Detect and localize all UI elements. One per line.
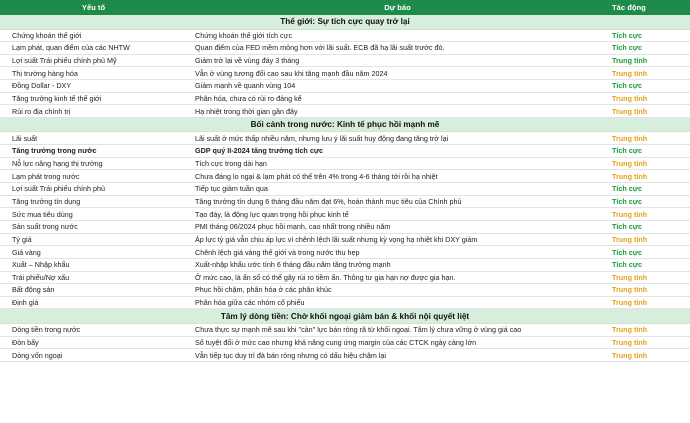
table-row	[0, 349, 690, 362]
table-row	[0, 336, 690, 349]
factor-cell: Định giá	[0, 296, 187, 309]
impact-cell: Trung tính	[608, 296, 690, 309]
forecast-cell: Áp lực tỷ giá vẫn chịu áp lực vì chênh lệch lãi suất nhưng kỳ vọng hạ nhiệt khi DXY giảm	[187, 233, 608, 246]
factor-cell: Tăng trưởng tín dụng	[0, 195, 187, 208]
impact-cell: Trung tính	[608, 271, 690, 284]
factor-cell: Dòng vốn ngoại	[0, 349, 187, 362]
impact-cell: Trung tính	[608, 54, 690, 67]
factor-cell: Bất động sản	[0, 284, 187, 297]
forecast-cell: Chưa thực sự mạnh mẽ sau khi "cản" lực bán ròng rã từ khối ngoại. Tâm lý chưa vững ở vùng giá cao	[187, 323, 608, 336]
table-row	[0, 258, 690, 271]
table-body	[0, 15, 690, 362]
impact-cell: Tích cực	[608, 258, 690, 271]
impact-cell: Trung tính	[608, 233, 690, 246]
impact-cell: Trung tính	[608, 336, 690, 349]
table-header	[0, 0, 690, 15]
factor-cell: Lạm phát, quan điểm của các NHTW	[0, 42, 187, 55]
factor-cell: Xuất – Nhập khẩu	[0, 258, 187, 271]
forecast-cell: Tích cực trong dài hạn	[187, 157, 608, 170]
impact-cell: Tích cực	[608, 29, 690, 42]
impact-cell: Trung tính	[608, 170, 690, 183]
table-row	[0, 195, 690, 208]
impact-cell: Tích cực	[608, 246, 690, 259]
forecast-cell: Vẫn tiếp tục duy trì đà bán ròng nhưng có dấu hiệu chậm lại	[187, 349, 608, 362]
factor-cell: Dòng tiền trong nước	[0, 323, 187, 336]
table-row	[0, 105, 690, 118]
factor-cell: Nỗ lực nâng hạng thị trường	[0, 157, 187, 170]
impact-cell: Trung tính	[608, 132, 690, 145]
forecast-cell: Tạo đáy, là động lực quan trọng hồi phục kinh tế	[187, 208, 608, 221]
table-row	[0, 92, 690, 105]
impact-cell: Trung tính	[608, 92, 690, 105]
impact-cell: Trung tính	[608, 284, 690, 297]
table-row	[0, 233, 690, 246]
forecast-cell: Phân hóa, chưa có rủi ro đáng kể	[187, 92, 608, 105]
factor-cell: Tỷ giá	[0, 233, 187, 246]
forecast-cell: Chưa đáng lo ngại & lạm phát có thể trên 4% trong 4-6 tháng tới rồi hạ nhiệt	[187, 170, 608, 183]
forecast-cell: Tăng trưởng tín dụng 6 tháng đầu năm đạt 6%, hoàn thành mục tiêu của Chính phủ	[187, 195, 608, 208]
impact-cell: Trung tính	[608, 157, 690, 170]
table-row	[0, 67, 690, 80]
header-impact: Tác động	[608, 0, 690, 15]
forecast-cell: Hạ nhiệt trong thời gian gần đây	[187, 105, 608, 118]
forecast-cell: Lãi suất ở mức thấp nhiều năm, nhưng lưu ý lãi suất huy động đang tăng trở lại	[187, 132, 608, 145]
forecast-cell: Xuất-nhập khẩu ước tính 6 tháng đầu năm tăng trưởng mạnh	[187, 258, 608, 271]
factor-cell: Trái phiếu/Nợ xấu	[0, 271, 187, 284]
table-row	[0, 170, 690, 183]
factor-cell: Lợi suất Trái phiếu chính phủ Mỹ	[0, 54, 187, 67]
forecast-cell: Số tuyệt đối ở mức cao nhưng khả năng cung ứng margin của các CTCK ngày càng lớn	[187, 336, 608, 349]
factor-cell: Tăng trưởng trong nước	[0, 145, 187, 158]
factor-cell: Sản suất trong nước	[0, 220, 187, 233]
forecast-cell: Tiếp tục giảm tuần qua	[187, 183, 608, 196]
forecast-cell: Chứng khoán thế giới tích cực	[187, 29, 608, 42]
factor-cell: Đòn bẩy	[0, 336, 187, 349]
factor-cell: Đồng Dollar - DXY	[0, 80, 187, 93]
impact-cell: Tích cực	[608, 42, 690, 55]
table-row	[0, 132, 690, 145]
forecast-cell: Quan điểm của FED mềm mỏng hơn với lãi suất. ECB đã hạ lãi suất trước đó.	[187, 42, 608, 55]
factor-cell: Chứng khoán thế giới	[0, 29, 187, 42]
table-row	[0, 284, 690, 297]
forecast-cell: Phân hóa giữa các nhóm cổ phiếu	[187, 296, 608, 309]
factor-cell: Lạm phát trong nước	[0, 170, 187, 183]
table-row	[0, 220, 690, 233]
table-row	[0, 323, 690, 336]
impact-cell: Trung tính	[608, 208, 690, 221]
factor-cell: Sức mua tiêu dùng	[0, 208, 187, 221]
impact-cell: Tích cực	[608, 195, 690, 208]
impact-cell: Tích cực	[608, 220, 690, 233]
forecast-cell: Giảm trở lại về vùng đáy 3 tháng	[187, 54, 608, 67]
table-row	[0, 80, 690, 93]
factor-cell: Tăng trưởng kinh tế thế giới	[0, 92, 187, 105]
section-title: Bối cảnh trong nước: Kinh tế phục hồi mạnh mẽ	[0, 117, 690, 132]
table-row	[0, 208, 690, 221]
factor-cell: Thị trường hàng hóa	[0, 67, 187, 80]
forecast-cell: PMI tháng 06/2024 phục hồi mạnh, cao nhất trong nhiều năm	[187, 220, 608, 233]
table-row	[0, 54, 690, 67]
forecast-cell: Ở mức cao, là ẩn số có thể gây rủi ro tiềm ẩn. Thông tư gia hạn nợ được gia hạn.	[187, 271, 608, 284]
impact-cell: Trung tính	[608, 105, 690, 118]
table-row	[0, 296, 690, 309]
section-header	[0, 15, 690, 30]
section-title: Thế giới: Sự tích cực quay trở lại	[0, 15, 690, 30]
section-title: Tâm lý dòng tiền: Chờ khối ngoại giảm bán & khối nội quyết liệt	[0, 309, 690, 324]
factor-cell: Lãi suất	[0, 132, 187, 145]
impact-cell: Trung tính	[608, 323, 690, 336]
table-row	[0, 157, 690, 170]
factor-cell: Lợi suất Trái phiếu chính phủ	[0, 183, 187, 196]
impact-cell: Tích cực	[608, 80, 690, 93]
table-row	[0, 145, 690, 158]
factor-cell: Giá vàng	[0, 246, 187, 259]
impact-cell: Trung tính	[608, 349, 690, 362]
header-factor: Yếu tố	[0, 0, 187, 15]
table-row	[0, 246, 690, 259]
table-row	[0, 42, 690, 55]
forecast-cell: Phục hồi chậm, phân hóa ở các phân khúc	[187, 284, 608, 297]
impact-cell: Tích cực	[608, 145, 690, 158]
section-header	[0, 309, 690, 324]
forecast-cell: Giảm mạnh về quanh vùng 104	[187, 80, 608, 93]
impact-cell: Trung tính	[608, 67, 690, 80]
impact-cell: Tích cực	[608, 183, 690, 196]
forecast-cell: GDP quý II-2024 tăng trưởng tích cực	[187, 145, 608, 158]
table-row	[0, 29, 690, 42]
forecast-cell: Chênh lệch giá vàng thế giới và trong nước thu hẹp	[187, 246, 608, 259]
table-row	[0, 271, 690, 284]
factor-cell: Rủi ro địa chính trị	[0, 105, 187, 118]
forecast-cell: Vẫn ở vùng tương đối cao sau khi tăng mạnh đầu năm 2024	[187, 67, 608, 80]
header-forecast: Dự báo	[187, 0, 608, 15]
table-row	[0, 183, 690, 196]
section-header	[0, 117, 690, 132]
